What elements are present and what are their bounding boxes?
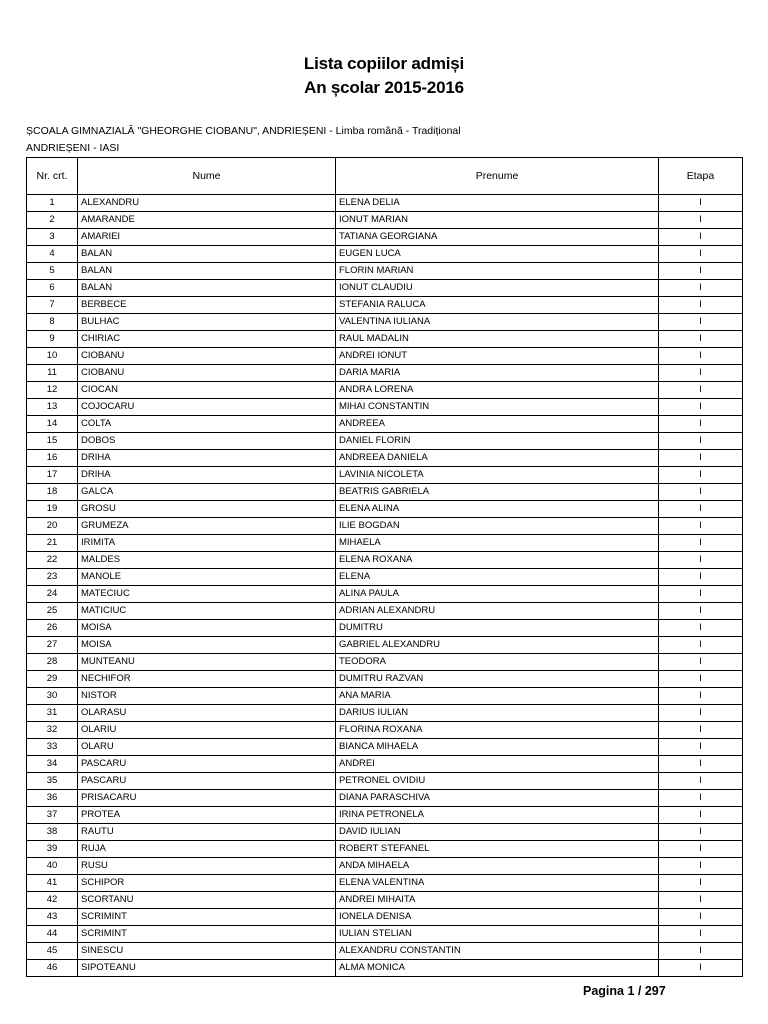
row-number-cell: 37: [27, 807, 78, 824]
row-number-cell: 9: [27, 331, 78, 348]
first-name-cell: GABRIEL ALEXANDRU: [336, 637, 659, 654]
last-name-cell: DRIHA: [78, 450, 336, 467]
row-number-cell: 22: [27, 552, 78, 569]
row-number-cell: 42: [27, 892, 78, 909]
first-name-cell: ILIE BOGDAN: [336, 518, 659, 535]
last-name-cell: COJOCARU: [78, 399, 336, 416]
stage-cell: I: [659, 280, 743, 297]
table-row: [27, 960, 743, 977]
row-number-cell: 8: [27, 314, 78, 331]
row-number-cell: 38: [27, 824, 78, 841]
stage-cell: I: [659, 620, 743, 637]
row-number-cell: 23: [27, 569, 78, 586]
first-name-cell: ROBERT STEFANEL: [336, 841, 659, 858]
first-name-cell: VALENTINA IULIANA: [336, 314, 659, 331]
row-number-cell: 4: [27, 246, 78, 263]
first-name-cell: BEATRIS GABRIELA: [336, 484, 659, 501]
table-row: [27, 518, 743, 535]
table-row: [27, 790, 743, 807]
last-name-cell: CHIRIAC: [78, 331, 336, 348]
first-name-cell: PETRONEL OVIDIU: [336, 773, 659, 790]
first-name-cell: ANDREEA DANIELA: [336, 450, 659, 467]
first-name-cell: ADRIAN ALEXANDRU: [336, 603, 659, 620]
stage-cell: I: [659, 603, 743, 620]
last-name-cell: SCRIMINT: [78, 909, 336, 926]
stage-cell: I: [659, 926, 743, 943]
table-row: [27, 943, 743, 960]
table-row: [27, 807, 743, 824]
table-row: [27, 773, 743, 790]
table-row: [27, 416, 743, 433]
row-number-cell: 14: [27, 416, 78, 433]
last-name-cell: MOISA: [78, 637, 336, 654]
table-row: [27, 535, 743, 552]
first-name-cell: ANDREI IONUT: [336, 348, 659, 365]
school-year-subtitle: An școlar 2015-2016: [304, 78, 464, 97]
row-number-cell: 25: [27, 603, 78, 620]
first-name-cell: DIANA PARASCHIVA: [336, 790, 659, 807]
last-name-cell: PASCARU: [78, 773, 336, 790]
row-number-cell: 20: [27, 518, 78, 535]
last-name-cell: PRISACARU: [78, 790, 336, 807]
row-number-cell: 7: [27, 297, 78, 314]
row-number-cell: 30: [27, 688, 78, 705]
stage-cell: I: [659, 212, 743, 229]
stage-cell: I: [659, 348, 743, 365]
table-row: [27, 739, 743, 756]
first-name-cell: DARIUS IULIAN: [336, 705, 659, 722]
stage-cell: I: [659, 671, 743, 688]
row-number-cell: 27: [27, 637, 78, 654]
last-name-cell: SINESCU: [78, 943, 336, 960]
table-row: [27, 875, 743, 892]
stage-cell: I: [659, 807, 743, 824]
first-name-cell: EUGEN LUCA: [336, 246, 659, 263]
stage-cell: I: [659, 552, 743, 569]
stage-cell: I: [659, 858, 743, 875]
first-name-cell: ANDRA LORENA: [336, 382, 659, 399]
stage-cell: I: [659, 841, 743, 858]
row-number-cell: 21: [27, 535, 78, 552]
table-row: [27, 263, 743, 280]
last-name-cell: COLTA: [78, 416, 336, 433]
column-header-nr: Nr. crt.: [27, 158, 78, 195]
last-name-cell: OLARASU: [78, 705, 336, 722]
stage-cell: I: [659, 535, 743, 552]
school-location: ANDRIEȘENI - IASI: [26, 142, 120, 154]
last-name-cell: BERBECE: [78, 297, 336, 314]
last-name-cell: AMARIEI: [78, 229, 336, 246]
stage-cell: I: [659, 467, 743, 484]
column-header-prenume: Prenume: [336, 158, 659, 195]
table-row: [27, 909, 743, 926]
row-number-cell: 17: [27, 467, 78, 484]
table-row: [27, 926, 743, 943]
table-row: [27, 382, 743, 399]
stage-cell: I: [659, 875, 743, 892]
stage-cell: I: [659, 773, 743, 790]
last-name-cell: OLARIU: [78, 722, 336, 739]
table-header-row: [27, 158, 743, 195]
first-name-cell: LAVINIA NICOLETA: [336, 467, 659, 484]
row-number-cell: 31: [27, 705, 78, 722]
first-name-cell: ELENA DELIA: [336, 195, 659, 212]
stage-cell: I: [659, 246, 743, 263]
table-row: [27, 824, 743, 841]
table-row: [27, 467, 743, 484]
row-number-cell: 10: [27, 348, 78, 365]
last-name-cell: RUJA: [78, 841, 336, 858]
last-name-cell: DRIHA: [78, 467, 336, 484]
table-row: [27, 195, 743, 212]
first-name-cell: DUMITRU: [336, 620, 659, 637]
first-name-cell: ALEXANDRU CONSTANTIN: [336, 943, 659, 960]
stage-cell: I: [659, 654, 743, 671]
row-number-cell: 44: [27, 926, 78, 943]
last-name-cell: MATECIUC: [78, 586, 336, 603]
stage-cell: I: [659, 433, 743, 450]
last-name-cell: CIOBANU: [78, 365, 336, 382]
table-row: [27, 433, 743, 450]
table-row: [27, 756, 743, 773]
last-name-cell: SIPOTEANU: [78, 960, 336, 977]
table-row: [27, 297, 743, 314]
last-name-cell: RUSU: [78, 858, 336, 875]
row-number-cell: 1: [27, 195, 78, 212]
last-name-cell: GALCA: [78, 484, 336, 501]
row-number-cell: 46: [27, 960, 78, 977]
stage-cell: I: [659, 790, 743, 807]
school-name: ȘCOALA GIMNAZIALĂ "GHEORGHE CIOBANU", ANDRIEȘENI - Limba română - Tradițional: [26, 125, 461, 137]
stage-cell: I: [659, 416, 743, 433]
column-header-etapa: Etapa: [659, 158, 743, 195]
admitted-children-table: [26, 157, 743, 977]
first-name-cell: STEFANIA RALUCA: [336, 297, 659, 314]
stage-cell: I: [659, 450, 743, 467]
last-name-cell: PASCARU: [78, 756, 336, 773]
table-row: [27, 331, 743, 348]
table-row: [27, 484, 743, 501]
last-name-cell: CIOBANU: [78, 348, 336, 365]
last-name-cell: BALAN: [78, 280, 336, 297]
last-name-cell: NECHIFOR: [78, 671, 336, 688]
first-name-cell: ANDREI MIHAITA: [336, 892, 659, 909]
row-number-cell: 15: [27, 433, 78, 450]
row-number-cell: 11: [27, 365, 78, 382]
first-name-cell: ELENA: [336, 569, 659, 586]
column-header-nume: Nume: [78, 158, 336, 195]
last-name-cell: CIOCAN: [78, 382, 336, 399]
last-name-cell: GRUMEZA: [78, 518, 336, 535]
first-name-cell: ALINA PAULA: [336, 586, 659, 603]
stage-cell: I: [659, 688, 743, 705]
first-name-cell: RAUL MADALIN: [336, 331, 659, 348]
last-name-cell: IRIMITA: [78, 535, 336, 552]
table-row: [27, 246, 743, 263]
table-row: [27, 552, 743, 569]
first-name-cell: ELENA ROXANA: [336, 552, 659, 569]
row-number-cell: 13: [27, 399, 78, 416]
first-name-cell: IRINA PETRONELA: [336, 807, 659, 824]
table-row: [27, 603, 743, 620]
table-row: [27, 348, 743, 365]
table-row: [27, 501, 743, 518]
table-row: [27, 892, 743, 909]
stage-cell: I: [659, 960, 743, 977]
table-row: [27, 654, 743, 671]
stage-cell: I: [659, 297, 743, 314]
first-name-cell: ANA MARIA: [336, 688, 659, 705]
row-number-cell: 29: [27, 671, 78, 688]
last-name-cell: MANOLE: [78, 569, 336, 586]
row-number-cell: 40: [27, 858, 78, 875]
stage-cell: I: [659, 331, 743, 348]
last-name-cell: OLARU: [78, 739, 336, 756]
table-row: [27, 365, 743, 382]
last-name-cell: RAUTU: [78, 824, 336, 841]
row-number-cell: 43: [27, 909, 78, 926]
stage-cell: I: [659, 314, 743, 331]
last-name-cell: SCORTANU: [78, 892, 336, 909]
row-number-cell: 6: [27, 280, 78, 297]
table-row: [27, 399, 743, 416]
last-name-cell: MUNTEANU: [78, 654, 336, 671]
stage-cell: I: [659, 569, 743, 586]
row-number-cell: 34: [27, 756, 78, 773]
table-row: [27, 314, 743, 331]
first-name-cell: BIANCA MIHAELA: [336, 739, 659, 756]
row-number-cell: 19: [27, 501, 78, 518]
table-row: [27, 586, 743, 603]
first-name-cell: DARIA MARIA: [336, 365, 659, 382]
table-row: [27, 705, 743, 722]
first-name-cell: DAVID IULIAN: [336, 824, 659, 841]
table-row: [27, 280, 743, 297]
stage-cell: I: [659, 722, 743, 739]
row-number-cell: 24: [27, 586, 78, 603]
row-number-cell: 41: [27, 875, 78, 892]
first-name-cell: ELENA VALENTINA: [336, 875, 659, 892]
last-name-cell: PROTEA: [78, 807, 336, 824]
last-name-cell: MOISA: [78, 620, 336, 637]
stage-cell: I: [659, 229, 743, 246]
stage-cell: I: [659, 943, 743, 960]
table-row: [27, 450, 743, 467]
stage-cell: I: [659, 195, 743, 212]
stage-cell: I: [659, 824, 743, 841]
last-name-cell: SCHIPOR: [78, 875, 336, 892]
stage-cell: I: [659, 263, 743, 280]
stage-cell: I: [659, 382, 743, 399]
stage-cell: I: [659, 501, 743, 518]
table-row: [27, 858, 743, 875]
stage-cell: I: [659, 518, 743, 535]
last-name-cell: GROSU: [78, 501, 336, 518]
row-number-cell: 45: [27, 943, 78, 960]
stage-cell: I: [659, 739, 743, 756]
first-name-cell: DUMITRU RAZVAN: [336, 671, 659, 688]
first-name-cell: FLORIN MARIAN: [336, 263, 659, 280]
first-name-cell: ANDREEA: [336, 416, 659, 433]
last-name-cell: BALAN: [78, 263, 336, 280]
table-row: [27, 212, 743, 229]
row-number-cell: 33: [27, 739, 78, 756]
stage-cell: I: [659, 909, 743, 926]
stage-cell: I: [659, 756, 743, 773]
last-name-cell: BULHAC: [78, 314, 336, 331]
stage-cell: I: [659, 637, 743, 654]
last-name-cell: MATICIUC: [78, 603, 336, 620]
stage-cell: I: [659, 399, 743, 416]
row-number-cell: 18: [27, 484, 78, 501]
first-name-cell: MIHAI CONSTANTIN: [336, 399, 659, 416]
first-name-cell: IONUT MARIAN: [336, 212, 659, 229]
first-name-cell: MIHAELA: [336, 535, 659, 552]
table-row: [27, 620, 743, 637]
first-name-cell: TATIANA GEORGIANA: [336, 229, 659, 246]
first-name-cell: IONELA DENISA: [336, 909, 659, 926]
table-row: [27, 722, 743, 739]
last-name-cell: MALDES: [78, 552, 336, 569]
row-number-cell: 5: [27, 263, 78, 280]
last-name-cell: ALEXANDRU: [78, 195, 336, 212]
table-row: [27, 229, 743, 246]
row-number-cell: 26: [27, 620, 78, 637]
first-name-cell: TEODORA: [336, 654, 659, 671]
row-number-cell: 35: [27, 773, 78, 790]
row-number-cell: 3: [27, 229, 78, 246]
row-number-cell: 39: [27, 841, 78, 858]
first-name-cell: IULIAN STELIAN: [336, 926, 659, 943]
first-name-cell: IONUT CLAUDIU: [336, 280, 659, 297]
row-number-cell: 28: [27, 654, 78, 671]
first-name-cell: ANDA MIHAELA: [336, 858, 659, 875]
stage-cell: I: [659, 586, 743, 603]
last-name-cell: NISTOR: [78, 688, 336, 705]
table-row: [27, 688, 743, 705]
table-row: [27, 569, 743, 586]
first-name-cell: ELENA ALINA: [336, 501, 659, 518]
table-row: [27, 671, 743, 688]
last-name-cell: AMARANDE: [78, 212, 336, 229]
table-row: [27, 841, 743, 858]
first-name-cell: ANDREI: [336, 756, 659, 773]
table-row: [27, 637, 743, 654]
first-name-cell: ALMA MONICA: [336, 960, 659, 977]
row-number-cell: 12: [27, 382, 78, 399]
first-name-cell: DANIEL FLORIN: [336, 433, 659, 450]
document-title: Lista copiilor admiși: [303, 54, 465, 73]
last-name-cell: SCRIMINT: [78, 926, 336, 943]
row-number-cell: 2: [27, 212, 78, 229]
stage-cell: I: [659, 892, 743, 909]
stage-cell: I: [659, 484, 743, 501]
last-name-cell: DOBOS: [78, 433, 336, 450]
first-name-cell: FLORINA ROXANA: [336, 722, 659, 739]
last-name-cell: BALAN: [78, 246, 336, 263]
page-number: Pagina 1 / 297: [583, 984, 666, 998]
row-number-cell: 16: [27, 450, 78, 467]
row-number-cell: 32: [27, 722, 78, 739]
row-number-cell: 36: [27, 790, 78, 807]
stage-cell: I: [659, 705, 743, 722]
stage-cell: I: [659, 365, 743, 382]
